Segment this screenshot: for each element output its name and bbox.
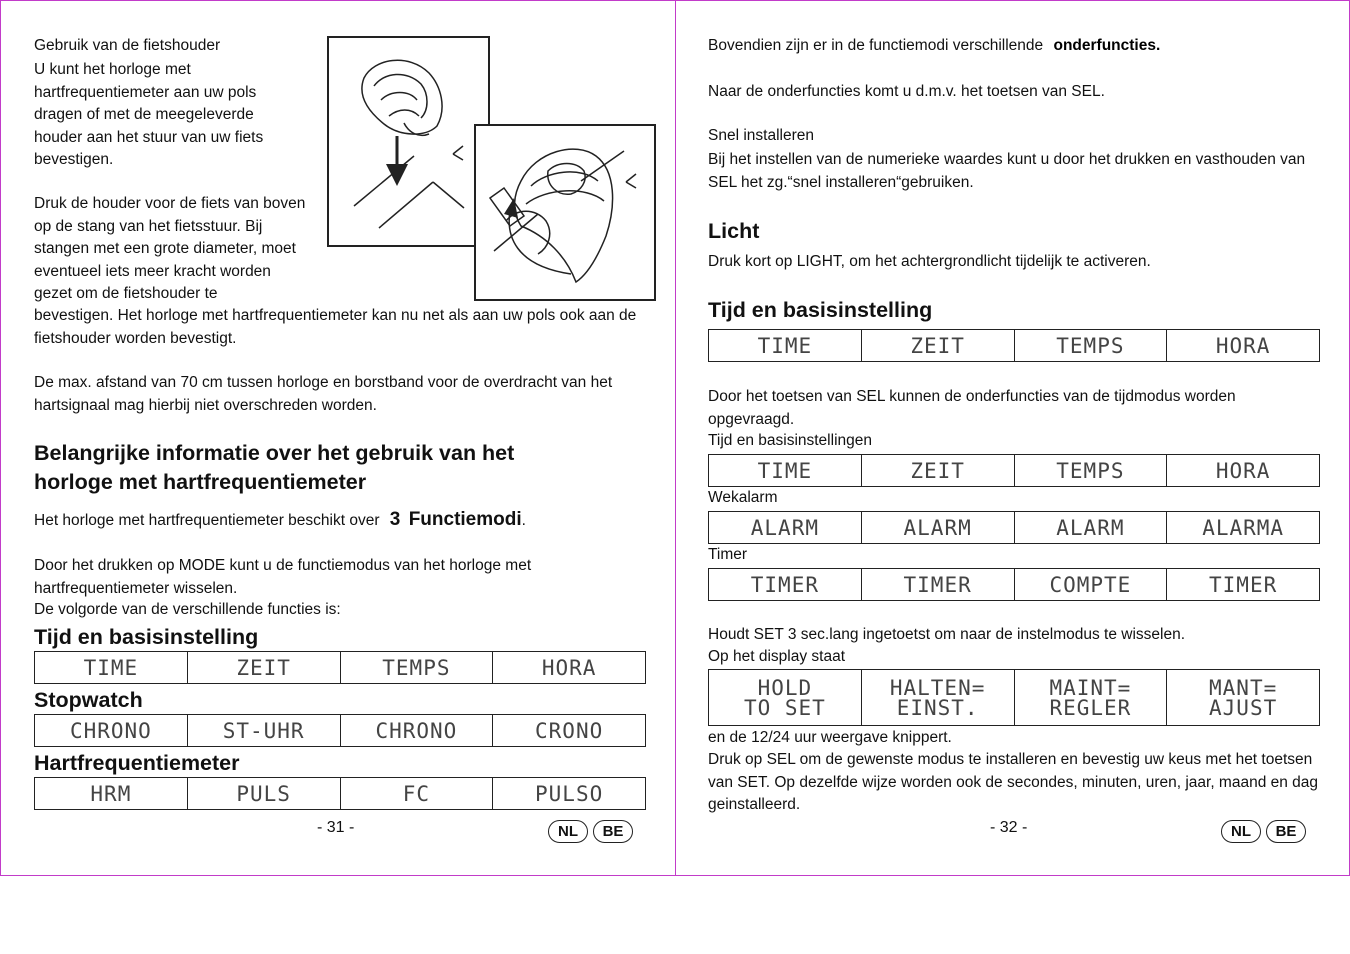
language-badges-32 xyxy=(1216,820,1306,843)
lcd-cell: FC xyxy=(340,778,493,809)
holder-illustration-1 xyxy=(327,36,490,247)
page-31 xyxy=(0,0,676,876)
lcd-cell: HOLD TO SET xyxy=(743,675,826,720)
badge-nl: NL xyxy=(1221,820,1261,843)
watch-on-holder-drawing xyxy=(476,126,654,299)
bike-holder-drawing xyxy=(329,38,488,245)
lcd-cell: ALARM xyxy=(861,512,1014,543)
subfunctions-paragraph: Naar de onderfuncties komt u d.m.v. het toetsen van SEL. xyxy=(708,83,1105,100)
page-32 xyxy=(675,0,1350,876)
lcd-cell: ST-UHR xyxy=(187,715,340,746)
holder-illustration-2 xyxy=(474,124,656,301)
lcd-row-sub-timer xyxy=(708,568,1320,601)
lcd-cell: ZEIT xyxy=(861,455,1014,486)
badge-be: BE xyxy=(1266,820,1306,843)
section-hrm-heading: Hartfrequentiemeter xyxy=(34,751,240,775)
lcd-cell: ZEIT xyxy=(861,330,1014,361)
lcd-cell: ALARM xyxy=(1014,512,1167,543)
important-info-heading: Belangrijke informatie over het gebruik van het horloge met hartfrequentiemeter xyxy=(34,441,515,494)
holder-paragraph-2: Druk de houder voor de fiets van boven op de stang van het fietsstuur. Bij stangen met een grote diameter, moet eventueel iets meer kracht worden gezet om de fietshouder te xyxy=(34,195,306,302)
lcd-row-time xyxy=(34,651,646,684)
lcd-row-time-32 xyxy=(708,329,1320,362)
lcd-cell: TIMER xyxy=(861,569,1014,600)
lcd-row-sub-time xyxy=(708,454,1320,487)
lcd-cell: PULSO xyxy=(492,778,645,809)
subfunctions-bold: onderfuncties. xyxy=(1053,37,1161,54)
quick-install-heading: Snel installeren xyxy=(708,127,814,144)
section-stopwatch-heading: Stopwatch xyxy=(34,688,143,712)
lcd-cell: TEMPS xyxy=(1014,330,1167,361)
lcd-cell: ALARMA xyxy=(1166,512,1319,543)
modes-word: Functiemodi xyxy=(408,509,522,530)
lcd-cell: TIMER xyxy=(750,572,819,597)
lcd-cell: HORA xyxy=(1166,330,1319,361)
lcd-cell: TEMPS xyxy=(340,652,493,683)
lcd-cell: TIMER xyxy=(1166,569,1319,600)
light-heading: Licht xyxy=(708,219,760,243)
section-time-heading: Tijd en basisinstelling xyxy=(34,625,259,649)
hold-set-paragraph: Houdt SET 3 sec.lang ingetoetst om naar de instelmodus te wisselen. xyxy=(708,626,1186,643)
badge-be: BE xyxy=(593,820,633,843)
language-badges-31 xyxy=(543,820,633,843)
lcd-cell: HRM xyxy=(90,781,132,806)
lcd-cell: TIME xyxy=(83,655,139,680)
lcd-row-hold-to-set xyxy=(708,669,1320,726)
lcd-row-hrm xyxy=(34,777,646,810)
lcd-cell: HORA xyxy=(492,652,645,683)
order-paragraph: De volgorde van de verschillende functies is: xyxy=(34,601,341,618)
subfunction-label-alarm: Wekalarm xyxy=(708,489,778,506)
light-paragraph: Druk kort op LIGHT, om het achtergrondlicht tijdelijk te activeren. xyxy=(708,253,1151,270)
lcd-cell: TIME xyxy=(757,333,813,358)
distance-paragraph: De max. afstand van 70 cm tussen horloge en borstband voor de overdracht van het hartsignaal mag hierbij niet overschreden worden. xyxy=(34,374,613,414)
modes-intro-line xyxy=(34,509,654,533)
lcd-cell: MAINT= REGLER xyxy=(1014,670,1167,725)
lcd-cell: PULS xyxy=(187,778,340,809)
final-paragraph: Druk op SEL om de gewenste modus te installeren en bevestig uw keus met het toetsen van SET. Op dezelfde wijze worden ook de secondes, minuten, uren, jaar, maand en dag geinstalleerd. xyxy=(708,751,1319,813)
lcd-cell: MANT= AJUST xyxy=(1166,670,1319,725)
lcd-cell: HORA xyxy=(1166,455,1319,486)
lcd-cell: CHRONO xyxy=(69,718,152,743)
modes-intro-text: Het horloge met hartfrequentiemeter beschikt over xyxy=(34,512,380,529)
display-shows-paragraph: Op het display staat xyxy=(708,648,845,665)
quick-install-paragraph: Bij het instellen van de numerieke waardes kunt u door het drukken en vasthouden van SEL het zg.“snel installeren“gebruiken. xyxy=(708,151,1306,191)
modes-end: . xyxy=(521,512,526,529)
subfunction-label-time: Tijd en basisinstellingen xyxy=(708,432,872,449)
time-settings-heading: Tijd en basisinstelling xyxy=(708,298,933,322)
page-number-31: - 31 - xyxy=(317,819,355,836)
modes-count: 3 xyxy=(389,509,401,530)
lcd-row-stopwatch xyxy=(34,714,646,747)
mode-paragraph: Door het drukken op MODE kunt u de functiemodus van het horloge met hartfrequentiemeter wisselen. xyxy=(34,557,532,597)
sel-paragraph: Door het toetsen van SEL kunnen de onderfuncties van de tijdmodus worden opgevraagd. xyxy=(708,388,1236,428)
lcd-cell: TEMPS xyxy=(1014,455,1167,486)
lcd-cell: ALARM xyxy=(750,515,819,540)
subfunction-label-timer: Timer xyxy=(708,546,748,563)
lcd-cell: CHRONO xyxy=(340,715,493,746)
page-number-32: - 32 - xyxy=(990,819,1028,836)
badge-nl: NL xyxy=(548,820,588,843)
holder-paragraph-3: bevestigen. Het horloge met hartfrequentiemeter kan nu net als aan uw pols ook aan de fietshouder worden bevestigt. xyxy=(34,307,637,347)
lcd-cell: HALTEN= EINST. xyxy=(861,670,1014,725)
holder-heading: Gebruik van de fietshouder xyxy=(34,37,221,54)
lcd-row-sub-alarm xyxy=(708,511,1320,544)
subfunctions-intro-text: Bovendien zijn er in de functiemodi verschillende xyxy=(708,37,1044,54)
lcd-cell: ZEIT xyxy=(187,652,340,683)
lcd-cell: COMPTE xyxy=(1014,569,1167,600)
lcd-cell: TIME xyxy=(757,458,813,483)
blink-paragraph: en de 12/24 uur weergave knippert. xyxy=(708,729,952,746)
lcd-cell: CRONO xyxy=(492,715,645,746)
subfunctions-intro xyxy=(708,35,1328,58)
holder-paragraph-1: U kunt het horloge met hartfrequentiemeter aan uw pols dragen of met de meegeleverde houder aan het stuur van uw fiets bevestigen. xyxy=(34,61,264,168)
